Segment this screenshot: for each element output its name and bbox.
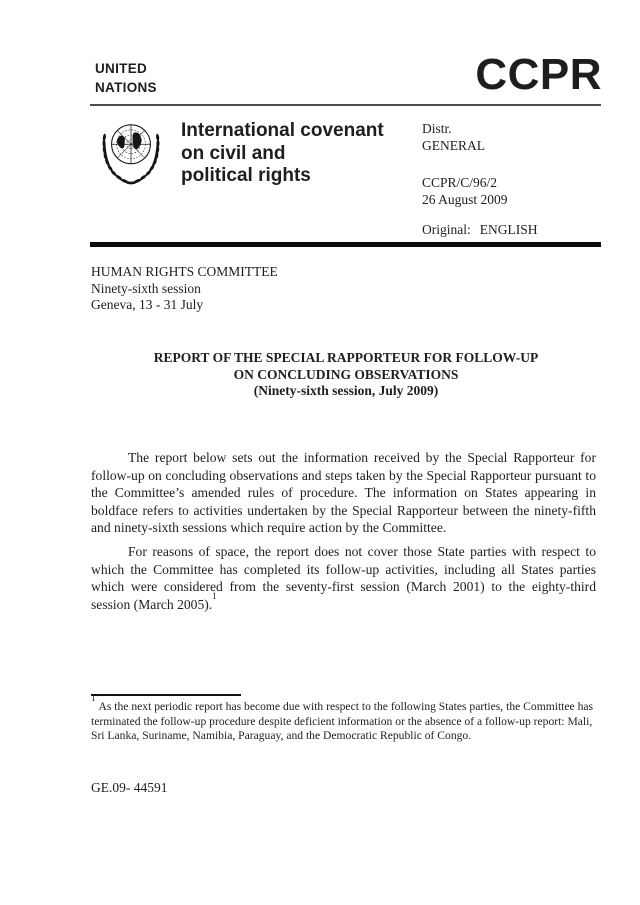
- original-label: Original:: [422, 222, 471, 237]
- doc-code: CCPR: [475, 50, 602, 99]
- covenant-line2: on civil and: [181, 142, 286, 164]
- distr-label: Distr.: [422, 121, 452, 136]
- original-language: ENGLISH: [479, 222, 538, 237]
- footnote-text: As the next periodic report has become due with respect to the following States parties, the Committee has terminated the follow-up procedure despite deficient information or the absence of a follow-up report: Mali, Sri Lanka, Suriname, Namibia, Paraguay, and the Democratic Republic of Congo.: [91, 700, 594, 743]
- session-number: Ninety-sixth session: [91, 280, 201, 296]
- session-venue: Geneva, 13 - 31 July: [91, 297, 204, 312]
- distribution-block: [422, 120, 538, 238]
- covenant-line3: political rights: [181, 165, 311, 186]
- paragraph-2: [91, 543, 596, 613]
- report-body: [91, 449, 596, 619]
- org-name-line2: NATIONS: [95, 80, 157, 95]
- report-title: [90, 350, 602, 400]
- covenant-title: [181, 120, 384, 188]
- org-name: [95, 59, 157, 97]
- org-name-line1: UNITED: [95, 61, 148, 76]
- header-divider: [90, 104, 601, 106]
- footnote-divider: [91, 694, 241, 696]
- distr-type: GENERAL: [422, 138, 485, 153]
- footnote: [91, 693, 603, 744]
- un-emblem-icon: [93, 114, 169, 186]
- committee-name: HUMAN RIGHTS COMMITTEE: [91, 264, 278, 279]
- paragraph-2-text: For reasons of space, the report does not cover those State parties with respect to which the Committee has completed its follow-up activities, including all States parties which were considered from the seventy-first session (March 2001) to the eighty-third session (March 2005).: [91, 543, 596, 612]
- paragraph-1: The report below sets out the information received by the Special Rapporteur for follow-up on concluding observations and steps taken by the Special Rapporteur pursuant to the Committee’s amended rules of procedure. The information on States appearing in boldface refers to activities undertaken by the Special Rapporteur between the ninety-fifth and ninety-sixth sessions which require action by the Committee.: [91, 450, 596, 536]
- report-title-line1: REPORT OF THE SPECIAL RAPPORTEUR FOR FOLLOW-UP: [153, 350, 539, 365]
- covenant-line1: International covenant: [181, 120, 384, 141]
- doc-symbol: CCPR/C/96/2: [422, 175, 498, 190]
- doc-date: 26 August 2009: [422, 192, 508, 207]
- section-divider: [90, 242, 601, 247]
- footnote-reference: 1: [212, 591, 217, 602]
- report-title-line3: (Ninety-sixth session, July 2009): [253, 383, 439, 398]
- session-block: [91, 264, 278, 314]
- document-number: GE.09- 44591: [91, 780, 168, 795]
- footnote-marker: 1: [91, 693, 96, 704]
- report-title-line2: ON CONCLUDING OBSERVATIONS: [233, 366, 459, 382]
